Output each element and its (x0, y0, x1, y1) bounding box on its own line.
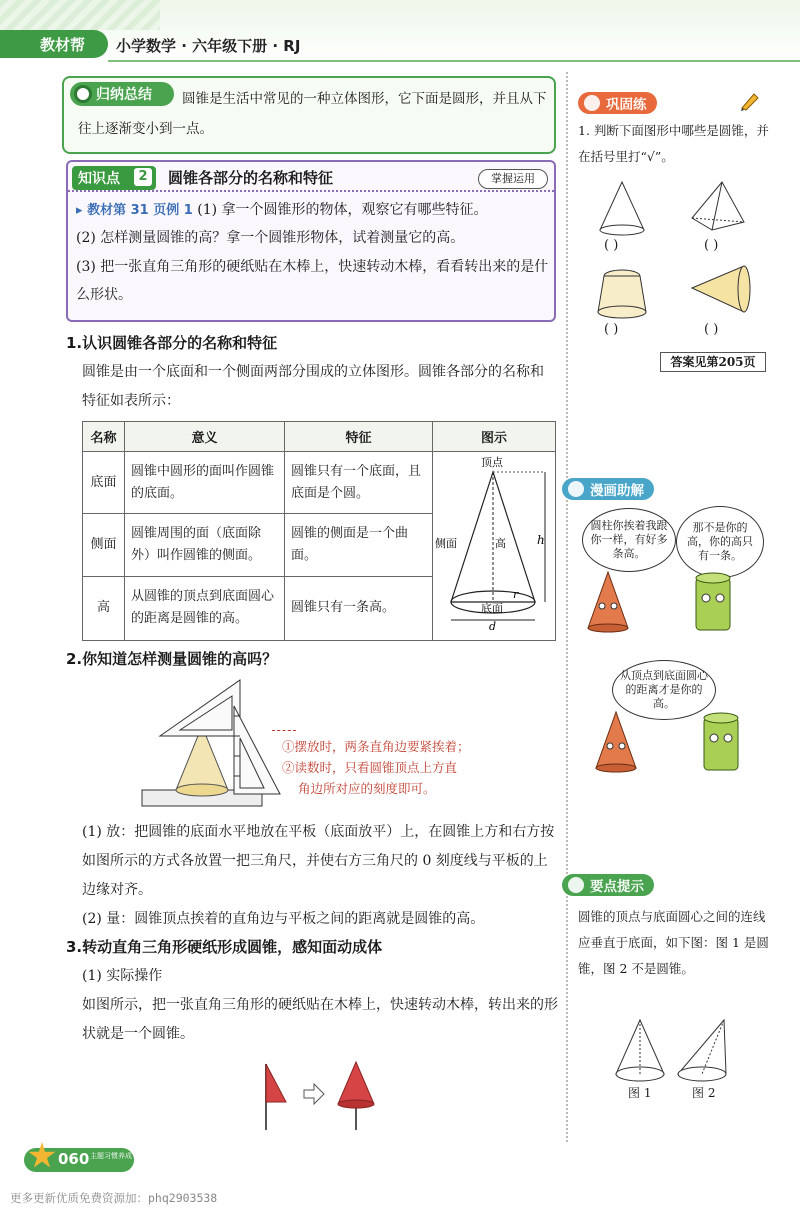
header-title: 小学数学 · 六年级下册 · RJ (116, 37, 301, 55)
comic-bubble-1: 圆柱你挨着我跟你一样，有好多条高。 (582, 508, 676, 572)
footer-text: 更多更新优质免费资源加：phq2903538 (10, 1191, 218, 1205)
summary-tag: 归纳总结 (70, 82, 174, 106)
answer-reference[interactable]: 答案见第205页 (660, 352, 766, 372)
measure-illustration (140, 676, 290, 810)
note-connector (272, 730, 296, 731)
svg-text:r: r (513, 588, 519, 601)
table-cell: 侧面 (83, 514, 125, 576)
cone-parts-table (82, 421, 556, 641)
table-cell: 圆锥只有一个底面，且底面是个圆。 (285, 452, 433, 514)
knowledge-title: 圆锥各部分的名称和特征 (168, 169, 334, 187)
column-divider (566, 72, 568, 1142)
section1-heading: 1.认识圆锥各部分的名称和特征 (66, 334, 278, 352)
comic-scene-2 (580, 708, 770, 778)
comic-icon (568, 481, 584, 497)
knowledge-q3: (3) 把一张直角三角形的硬纸贴在木棒上，快速转动木棒，看看转出来的是什么形状。 (76, 259, 549, 303)
section2-step2: (2) 量：圆锥顶点挨着的直角边与平板之间的距离就是圆锥的高。 (82, 911, 485, 927)
measure-note-2a: ②读数时，只看圆锥顶点上方直 (282, 760, 458, 775)
table-cell: 圆锥只有一条高。 (285, 576, 433, 640)
comic-bubble-3: 从顶点到底面圆心的距离才是你的高。 (612, 660, 716, 720)
tips-text: 圆锥的顶点与底面圆心之间的连线应垂直于底面，如下图：图 1 是圆锥，图 2 不是圆锥。 (578, 909, 769, 976)
summary-text: 圆锥是生活中常见的一种立体图形，它下面是圆形，并且从下往上逐渐变小到一点。 (78, 91, 547, 137)
answer-paren[interactable]: ( ) (604, 238, 619, 253)
svg-text:d: d (489, 620, 497, 632)
textbook-ref: ▸ 教材第 31 页例 1 (76, 203, 193, 218)
svg-text:底面: 底面 (481, 602, 503, 615)
tips-figures (610, 1016, 736, 1088)
header-rule (108, 60, 800, 62)
practice-tag: 巩固练 (578, 92, 657, 114)
comic-tag: 漫画助解 (562, 478, 654, 500)
table-header: 图示 (433, 422, 556, 452)
rotation-illustration (252, 1054, 392, 1136)
section1-text: 圆锥是由一个底面和一个侧面两部分围成的立体图形。圆锥各部分的名称和特征如表所示： (82, 364, 544, 409)
page-number: 060 主题习惯养成 (24, 1148, 134, 1172)
figure-1-label: 图 1 (628, 1086, 652, 1100)
figure-2-label: 图 2 (692, 1086, 716, 1100)
header-tag: 教材帮 (0, 30, 108, 58)
measure-note-1: ①摆放时，两条直角边要紧挨着； (282, 739, 470, 754)
pencil-icon (738, 90, 760, 112)
knowledge-tag: 知识点 2 (72, 166, 156, 190)
section2-step1: (1) 放：把圆锥的底面水平地放在平板（底面放平）上，在圆锥上方和右方按如图所示的方式各放置一把三角尺，并使右方三角尺的 0 刻度线与平板的上边缘对齐。 (82, 824, 555, 898)
table-header: 意义 (125, 422, 285, 452)
comic-scene-1 (572, 568, 772, 638)
section3-text: 如图所示，把一张直角三角形的硬纸贴在木棒上，快速转动木棒，转出来的形状就是一个圆锥。 (82, 997, 558, 1042)
practice-figures (592, 178, 772, 348)
knowledge-number: 2 (134, 168, 152, 186)
answer-paren[interactable]: ( ) (604, 322, 619, 337)
table-header: 名称 (83, 422, 125, 452)
comic-bubble-2: 那不是你的高，你的高只有一条。 (676, 506, 764, 578)
svg-text:高: 高 (495, 537, 506, 550)
section3-sub: (1) 实际操作 (82, 968, 163, 984)
measure-note-2b: 角边所对应的刻度即可。 (298, 781, 436, 796)
answer-paren[interactable]: ( ) (704, 322, 719, 337)
tips-icon (568, 877, 584, 893)
answer-paren[interactable]: ( ) (704, 238, 719, 253)
cone-diagram (433, 452, 553, 632)
target-icon (74, 85, 92, 103)
table-header: 特征 (285, 422, 433, 452)
section3-heading: 3.转动直角三角形硬纸形成圆锥，感知面动成体 (66, 938, 383, 956)
knowledge-badge: 掌握运用 (478, 169, 548, 189)
knowledge-q2: (2) 怎样测量圆锥的高？拿一个圆锥形物体，试着测量它的高。 (76, 230, 465, 246)
table-cell: 底面 (83, 452, 125, 514)
header-decoration (0, 0, 160, 30)
star-icon (28, 1142, 56, 1170)
table-cell: 从圆锥的顶点到底面圆心的距离是圆锥的高。 (125, 576, 285, 640)
practice-question: 1. 判断下面图形中哪些是圆锥，并在括号里打“√”。 (578, 123, 769, 164)
practice-icon (584, 95, 600, 111)
svg-text:顶点: 顶点 (481, 456, 503, 469)
tips-tag: 要点提示 (562, 874, 654, 896)
table-cell: 高 (83, 576, 125, 640)
cone-diagram-cell (433, 452, 556, 641)
svg-text:h: h (537, 533, 545, 547)
table-cell: 圆锥中圆形的面叫作圆锥的底面。 (125, 452, 285, 514)
svg-text:侧面: 侧面 (435, 537, 457, 550)
knowledge-q1: ▸ 教材第 31 页例 1 (1) 拿一个圆锥形的物体，观察它有哪些特征。 (76, 202, 488, 218)
table-cell: 圆锥的侧面是一个曲面。 (285, 514, 433, 576)
table-cell: 圆锥周围的面（底面除外）叫作圆锥的侧面。 (125, 514, 285, 576)
section2-heading: 2.你知道怎样测量圆锥的高吗？ (66, 650, 278, 668)
